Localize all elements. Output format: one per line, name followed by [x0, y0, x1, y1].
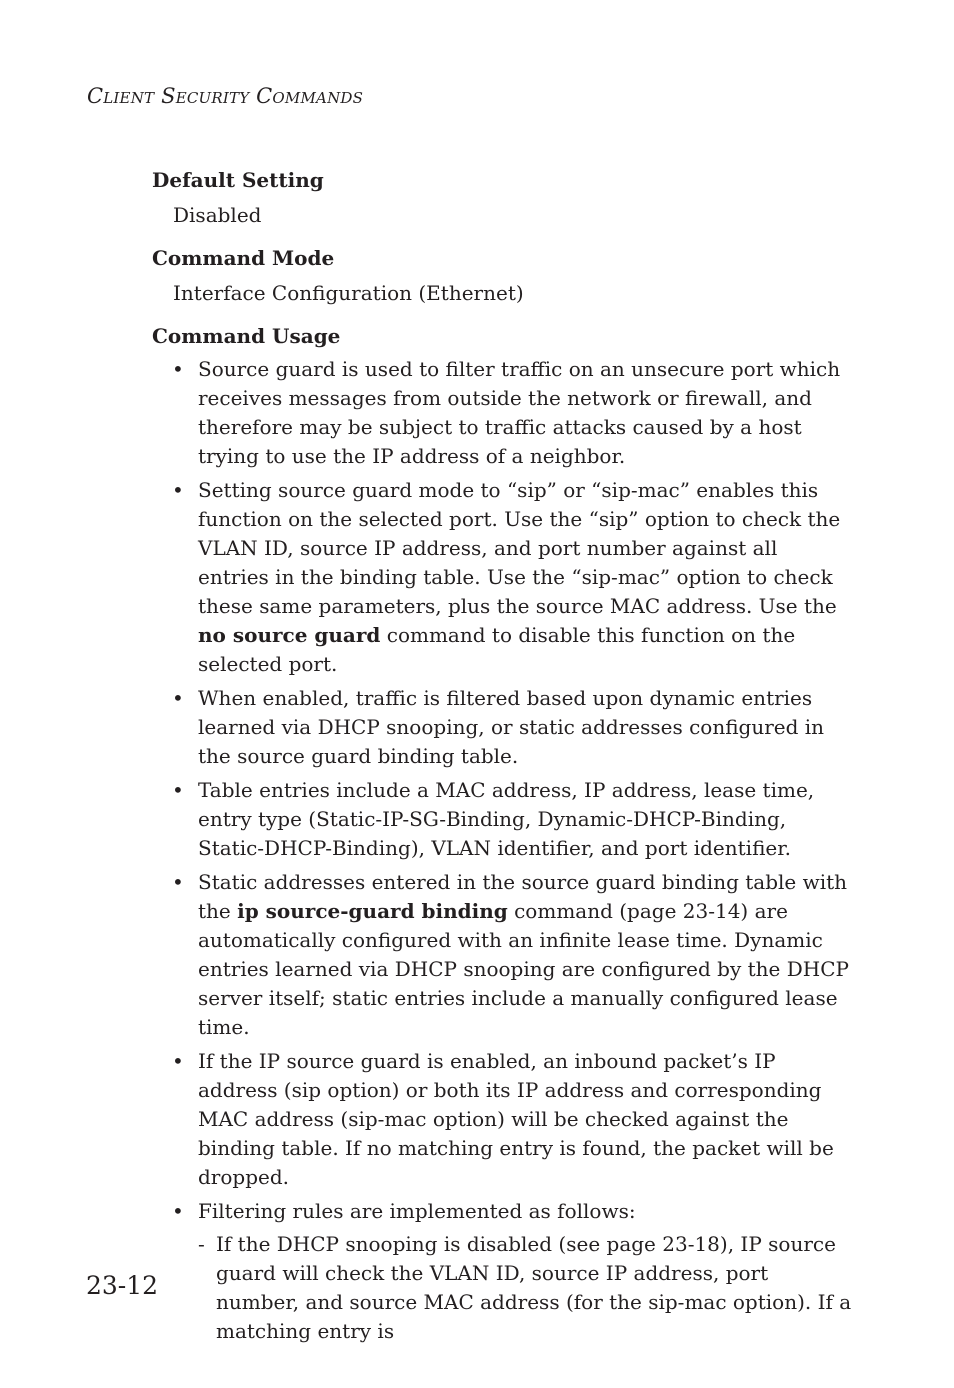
bullet-text: Static addresses entered in the source guard binding table with the — [198, 870, 848, 923]
list-item — [152, 868, 852, 1042]
sub-item-text: If the DHCP snooping is disabled (see page 23-18), IP source guard will check the VLAN ID, source IP address, port number, and source MAC address (for the sip-mac option). If a matching entry is — [216, 1232, 852, 1343]
page-number: 23-12 — [86, 1271, 159, 1300]
command-mode-value: Interface Configuration (Ethernet) — [173, 281, 524, 305]
bullet-text: When enabled, traffic is filtered based upon dynamic entries learned via DHCP snooping, or static addresses configured in the source guard binding table. — [198, 686, 825, 768]
command-mode-heading: Command Mode — [152, 246, 335, 270]
default-setting-value: Disabled — [173, 203, 262, 227]
command-usage-list — [152, 355, 852, 1346]
bullet-text: If the IP source guard is enabled, an inbound packet’s IP address (sip option) or both its IP address and corresponding MAC address (sip-mac option) will be checked against the binding table. If no matching entry is found, the packet will be dropped. — [198, 1049, 834, 1189]
list-item — [152, 1047, 852, 1192]
list-item — [152, 776, 852, 863]
command-keyword: ip source-guard binding — [237, 899, 508, 923]
list-item — [152, 355, 852, 471]
bullet-text: Source guard is used to filter traffic on an unsecure port which receives messages from outside the network or firewall, and therefore may be subject to traffic attacks caused by a host trying to use the IP address of a neighbor. — [198, 357, 841, 468]
sub-list-item — [198, 1230, 852, 1346]
bullet-text: Table entries include a MAC address, IP address, lease time, entry type (Static-IP-SG-Binding, Dynamic-DHCP-Binding, Static-DHCP-Binding), VLAN identifier, and port identifier. — [198, 778, 815, 860]
list-item — [152, 684, 852, 771]
default-setting-heading: Default Setting — [152, 168, 324, 192]
running-header: Client Security Commands — [87, 84, 364, 108]
bullet-text: command to disable this function on the selected port. — [198, 623, 796, 676]
list-item — [152, 1197, 852, 1346]
filtering-rules-list — [198, 1230, 852, 1346]
bullet-text: Filtering rules are implemented as follows: — [198, 1199, 636, 1223]
list-item — [152, 476, 852, 679]
command-keyword: no source guard — [198, 623, 381, 647]
page-content — [152, 166, 852, 1351]
bullet-text: Setting source guard mode to “sip” or “sip-mac” enables this function on the selected port. Use the “sip” option to check the VLAN ID, source IP address, and port number against all entries in the binding table. Use the “sip-mac” option to check these same parameters, plus the source MAC address. Use the — [198, 478, 841, 618]
bullet-text: command (page 23-14) are automatically configured with an infinite lease time. Dynamic entries learned via DHCP snooping are configured by the DHCP server itself; static entries include a manually configured lease time. — [198, 899, 849, 1039]
command-usage-heading: Command Usage — [152, 324, 341, 348]
